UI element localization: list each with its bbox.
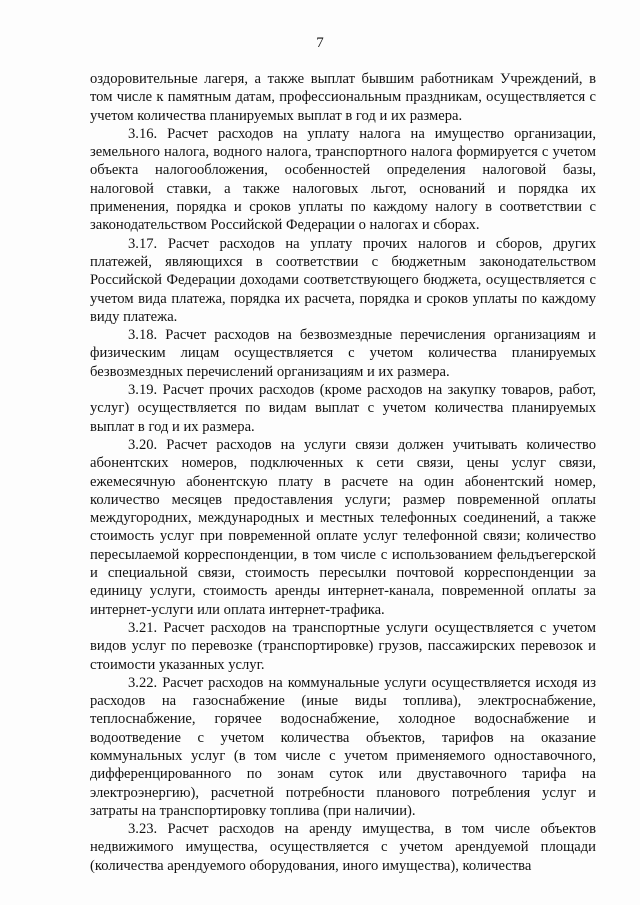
paragraph-3-18: 3.18. Расчет расходов на безвозмездные перечисления организациям и физическим лицам осуществляется с учетом количества планируемых безвозмездных перечислений организациям и их размера. xyxy=(90,327,596,380)
paragraph-3-22: 3.22. Расчет расходов на коммунальные услуги осуществляется исходя из расходов на газоснабжение (иные виды топлива), электроснабжение, теплоснабжение, горячее водоснабжение, холодное водоснабжение и водоотведение с учетом количества объектов, тарифов на оказание коммунальных услуг (в том числе с учетом применяемого одноставочного, дифференцированного по зонам суток или двуставочного тарифа на электроэнергию), расчетной потребности планового потребления услуг и затраты на транспортировку топлива (при наличии). xyxy=(90,674,596,819)
paragraph-3-23: 3.23. Расчет расходов на аренду имущества, в том числе объектов недвижимого имущества, осуществляется с учетом арендуемой площади (количества арендуемого оборудования, иного имущества), количества xyxy=(90,821,596,874)
document-body xyxy=(90,70,596,875)
page-number: 7 xyxy=(316,35,324,51)
paragraph-3-21: 3.21. Расчет расходов на транспортные услуги осуществляется с учетом видов услуг по перевозке (транспортировке) грузов, пассажирских перевозок и стоимости указанных услуг. xyxy=(90,619,596,673)
paragraph-3-19: 3.19. Расчет прочих расходов (кроме расходов на закупку товаров, работ, услуг) осуществляется по видам выплат с учетом количества планируемых выплат в год и их размера. xyxy=(90,382,596,435)
paragraph-3-17: 3.17. Расчет расходов на уплату прочих налогов и сборов, других платежей, являющихся в соответствии с бюджетным законодательством Российской Федерации доходами соответствующего бюджета, осуществляется с учетом вида платежа, порядка их расчета, порядка и сроков уплаты по каждому виду платежа. xyxy=(90,235,596,325)
paragraph-3-20: 3.20. Расчет расходов на услуги связи должен учитывать количество абонентских номеров, подключенных к сети связи, цены услуг связи, ежемесячную абонентскую плату в расчете на один абонентский номер, количество месяцев предоставления услуги; размер повременной оплаты междугородних, международных и местных телефонных соединений, а также стоимость услуг при повременной оплате услуг телефонной связи; количество пересылаемой корреспонденции, в том числе с использованием фельдъегерской и специальной связи, стоимость пересылки почтовой корреспонденции за единицу услуги, стоимость аренды интернет-канала, повременной оплаты за интернет-услуги или оплата интернет-трафика. xyxy=(90,436,596,618)
paragraph-3-16: 3.16. Расчет расходов на уплату налога на имущество организации, земельного налога, водного налога, транспортного налога формируется с учетом объекта налогообложения, особенностей определения налоговой базы, налоговой ставки, а также налоговых льгот, оснований и порядка их применения, порядка и сроков уплаты по каждому налогу в соответствии с законодательством Российской Федерации о налогах и сборах. xyxy=(90,125,596,234)
paragraph-continuation: оздоровительные лагеря, а также выплат бывшим работникам Учреждений, в том числе к памятным датам, профессиональным праздникам, осуществляется с учетом количества планируемых выплат в год и их размера. xyxy=(90,71,596,124)
